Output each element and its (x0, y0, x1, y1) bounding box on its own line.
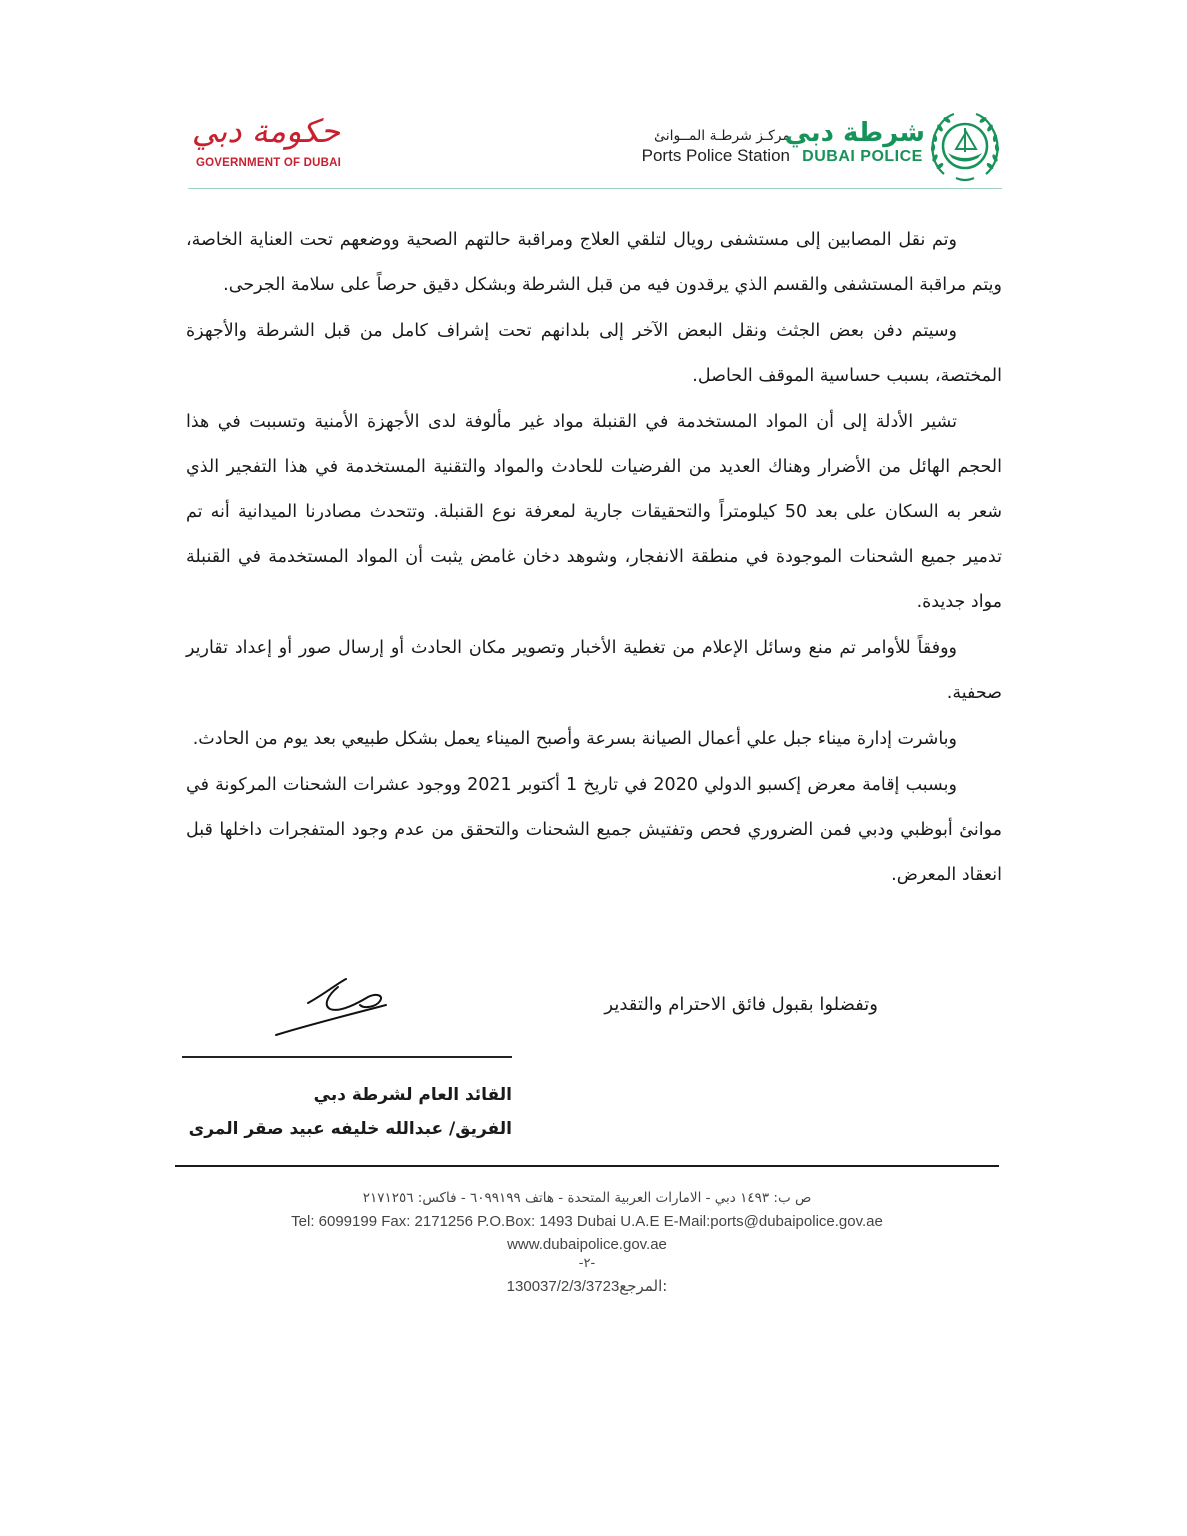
signer-name: الفريق/ عبدالله خليفه عبيد صقر المرى (188, 1119, 512, 1139)
footer-address-english: Tel: 6099199 Fax: 2171256 P.O.Box: 1493 Dubai U.A.E E-Mail:ports@dubaipolice.gov.ae (291, 1213, 883, 1230)
government-of-dubai-logo (190, 112, 360, 182)
letterhead (0, 0, 1187, 200)
gov-logo-english: GOVERNMENT OF DUBAI (196, 157, 341, 169)
page-number: -٢- (578, 1256, 596, 1271)
station-name-english: Ports Police Station (641, 146, 790, 165)
paragraph: وسيتم دفن بعض الجثث ونقل البعض الآخر إلى بلدانهم تحت إشراف كامل من قبل الشرطة والأجهزة المختصة، بسبب حساسية الموقف الحاصل. (186, 321, 1002, 386)
station-name (610, 128, 790, 166)
dubai-police-wordmark (784, 118, 925, 166)
paragraph: وبسبب إقامة معرض إكسبو الدولي 2020 في تاريخ 1 أكتوبر 2021 ووجود عشرات الشحنات المركونة في موانئ أبوظبي ودبي فمن الضروري فحص وتفتيش جميع الشحنات والتحقق من عدم وجود المتفجرات داخلها قبل انعقاد المعرض. (186, 775, 1002, 885)
paragraph: وباشرت إدارة ميناء جبل علي أعمال الصيانة بسرعة وأصبح الميناء يعمل بشكل طبيعي بعد يوم من الحادث. (192, 729, 957, 749)
reference-number: 130037/2/3/3723 (506, 1278, 620, 1295)
signer-title: القائد العام لشرطة دبي (313, 1085, 512, 1105)
paragraph: تشير الأدلة إلى أن المواد المستخدمة في القنبلة مواد غير مألوفة لدى الأجهزة الأمنية وتسببت في هذا الحجم الهائل من الأضرار وهناك العديد من الفرضيات للحادث والمواد والتقنية المستخدمة في هذا التفجير الذي شعر به السكان على بعد 50 كيلومتراً والتحقيقات جارية لمعرفة نوع القنبلة. وتتحدث مصادرنا الميدانية أنه تم تدمير جميع الشحنات الموجودة في منطقة الانفجار، وشوهد دخان غامض يثبت أن المواد المستخدمة في القنبلة مواد جديدة. (186, 412, 1002, 612)
dubai-police-arabic: شرطة دبي (784, 118, 925, 148)
footer-website-link[interactable]: www.dubaipolice.gov.ae (507, 1236, 667, 1253)
handwritten-signature (268, 975, 418, 1045)
gov-logo-arabic: حكومة دبي (191, 112, 340, 150)
footer-address-arabic: ص ب: ١٤٩٣ دبي - الامارات العربية المتحدة - هاتف ٦٠٩٩١٩٩ - فاكس: ٢١٧١٢٥٦ (362, 1190, 812, 1206)
reference (175, 1272, 999, 1301)
footer (175, 1186, 999, 1301)
reference-label: المرجع: (619, 1277, 668, 1295)
dubai-police-emblem-icon (926, 108, 1004, 186)
signer-block (182, 1078, 512, 1146)
dubai-police-english: DUBAI POLICE (802, 148, 923, 165)
paragraph: وتم نقل المصابين إلى مستشفى رويال لتلقي العلاج ومراقبة حالتهم الصحية ووضعهم تحت العناية الخاصة، ويتم مراقبة المستشفى والقسم الذي يرقدون فيه من قبل الشرطة وبشكل دقيق حرصاً على سلامة الجرحى. (186, 230, 1002, 295)
footer-divider (175, 1165, 999, 1167)
closing-salutation: وتفضلوا بقبول فائق الاحترام والتقدير (604, 994, 878, 1015)
station-name-arabic: مركـز شرطـة المــوانئ (654, 128, 790, 144)
header-divider (188, 188, 1002, 189)
paragraph: ووفقاً للأوامر تم منع وسائل الإعلام من تغطية الأخبار وتصوير مكان الحادث أو إرسال صور أو إعداد تقارير صحفية. (186, 638, 1002, 703)
signature-line (182, 1056, 512, 1058)
letter-body (186, 218, 1002, 899)
